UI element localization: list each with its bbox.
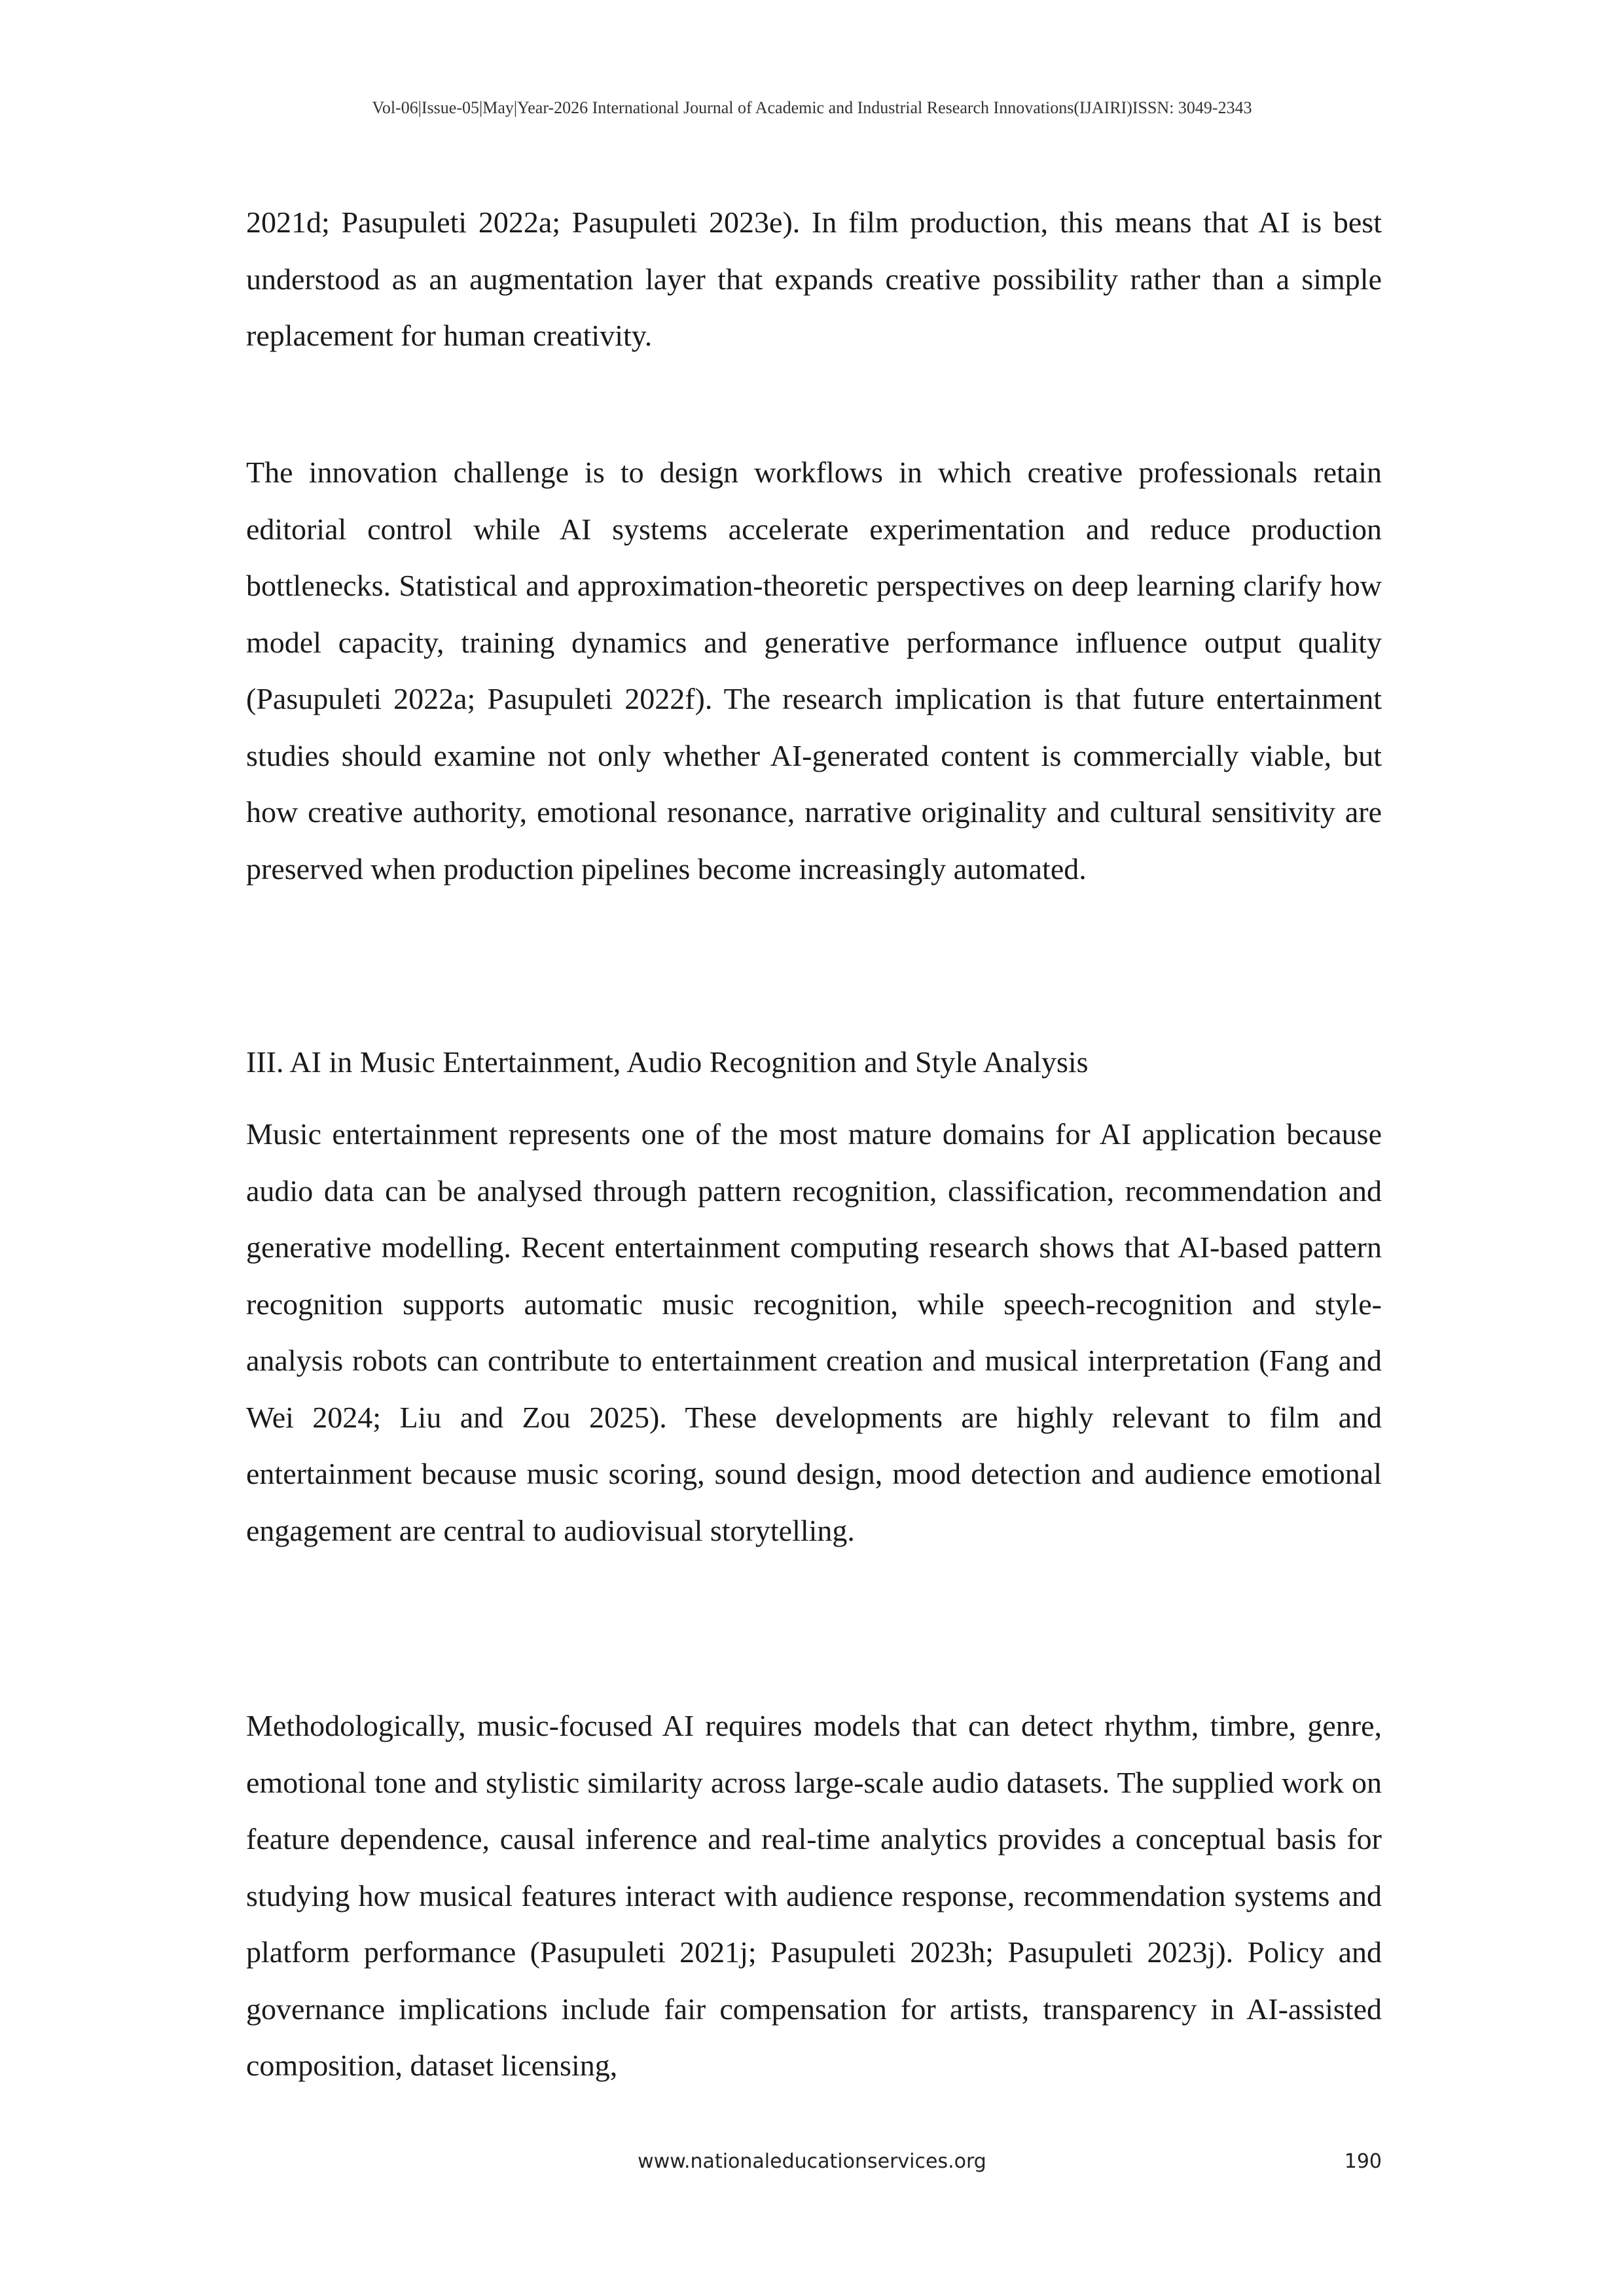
paragraph-methodology <box>246 1698 1382 2094</box>
running-header: Vol-06|Issue-05|May|Year-2026 International Journal of Academic and Industrial Research Innovations(IJAIRI)ISSN: 3049-2343 <box>372 98 1252 117</box>
paragraph-music-entertainment <box>246 1106 1382 1559</box>
body-paragraph: The innovation challenge is to design workflows in which creative professionals retain editorial control while AI systems accelerate experimentation and reduce production bottlenecks. Statistical and approximation-theoretic perspectives on deep learning clarify how model capacity, training dynamics and generative performance influence output quality (Pasupuleti 2022a; Pasupuleti 2022f). The research implication is that future entertainment studies should examine not only whether AI-generated content is commercially viable, but how creative authority, emotional resonance, narrative originality and cultural sensitivity are preserved when production pipelines become increasingly automated. <box>246 456 1382 886</box>
footer-url: www.nationaleducationservices.org <box>638 2150 986 2173</box>
body-paragraph: 2021d; Pasupuleti 2022a; Pasupuleti 2023e). In film production, this means that AI is best understood as an augmentation layer that expands creative possibility rather than a simple replacement for human creativity. <box>246 206 1382 352</box>
section-heading: III. AI in Music Entertainment, Audio Recognition and Style Analysis <box>246 1045 1089 1079</box>
paragraph-film-augmentation <box>246 194 1382 365</box>
page-number: 190 <box>1344 2150 1382 2173</box>
paragraph-innovation-challenge <box>246 444 1382 897</box>
body-paragraph: Music entertainment represents one of the most mature domains for AI application because audio data can be analysed through pattern recognition, classification, recommendation and generative modelling. Recent entertainment computing research shows that AI-based pattern recognition supports automatic music recognition, while speech-recognition and style-analysis robots can contribute to entertainment creation and musical interpretation (Fang and Wei 2024; Liu and Zou 2025). These developments are highly relevant to film and entertainment because music scoring, sound design, mood detection and audience emotional engagement are central to audiovisual storytelling. <box>246 1117 1382 1547</box>
body-paragraph: Methodologically, music-focused AI requires models that can detect rhythm, timbre, genre, emotional tone and stylistic similarity across large-scale audio datasets. The supplied work on feature dependence, causal inference and real-time analytics provides a conceptual basis for studying how musical features interact with audience response, recommendation systems and platform performance (Pasupuleti 2021j; Pasupuleti 2023h; Pasupuleti 2023j). Policy and governance implications include fair compensation for artists, transparency in AI-assisted composition, dataset licensing, <box>246 1709 1382 2082</box>
